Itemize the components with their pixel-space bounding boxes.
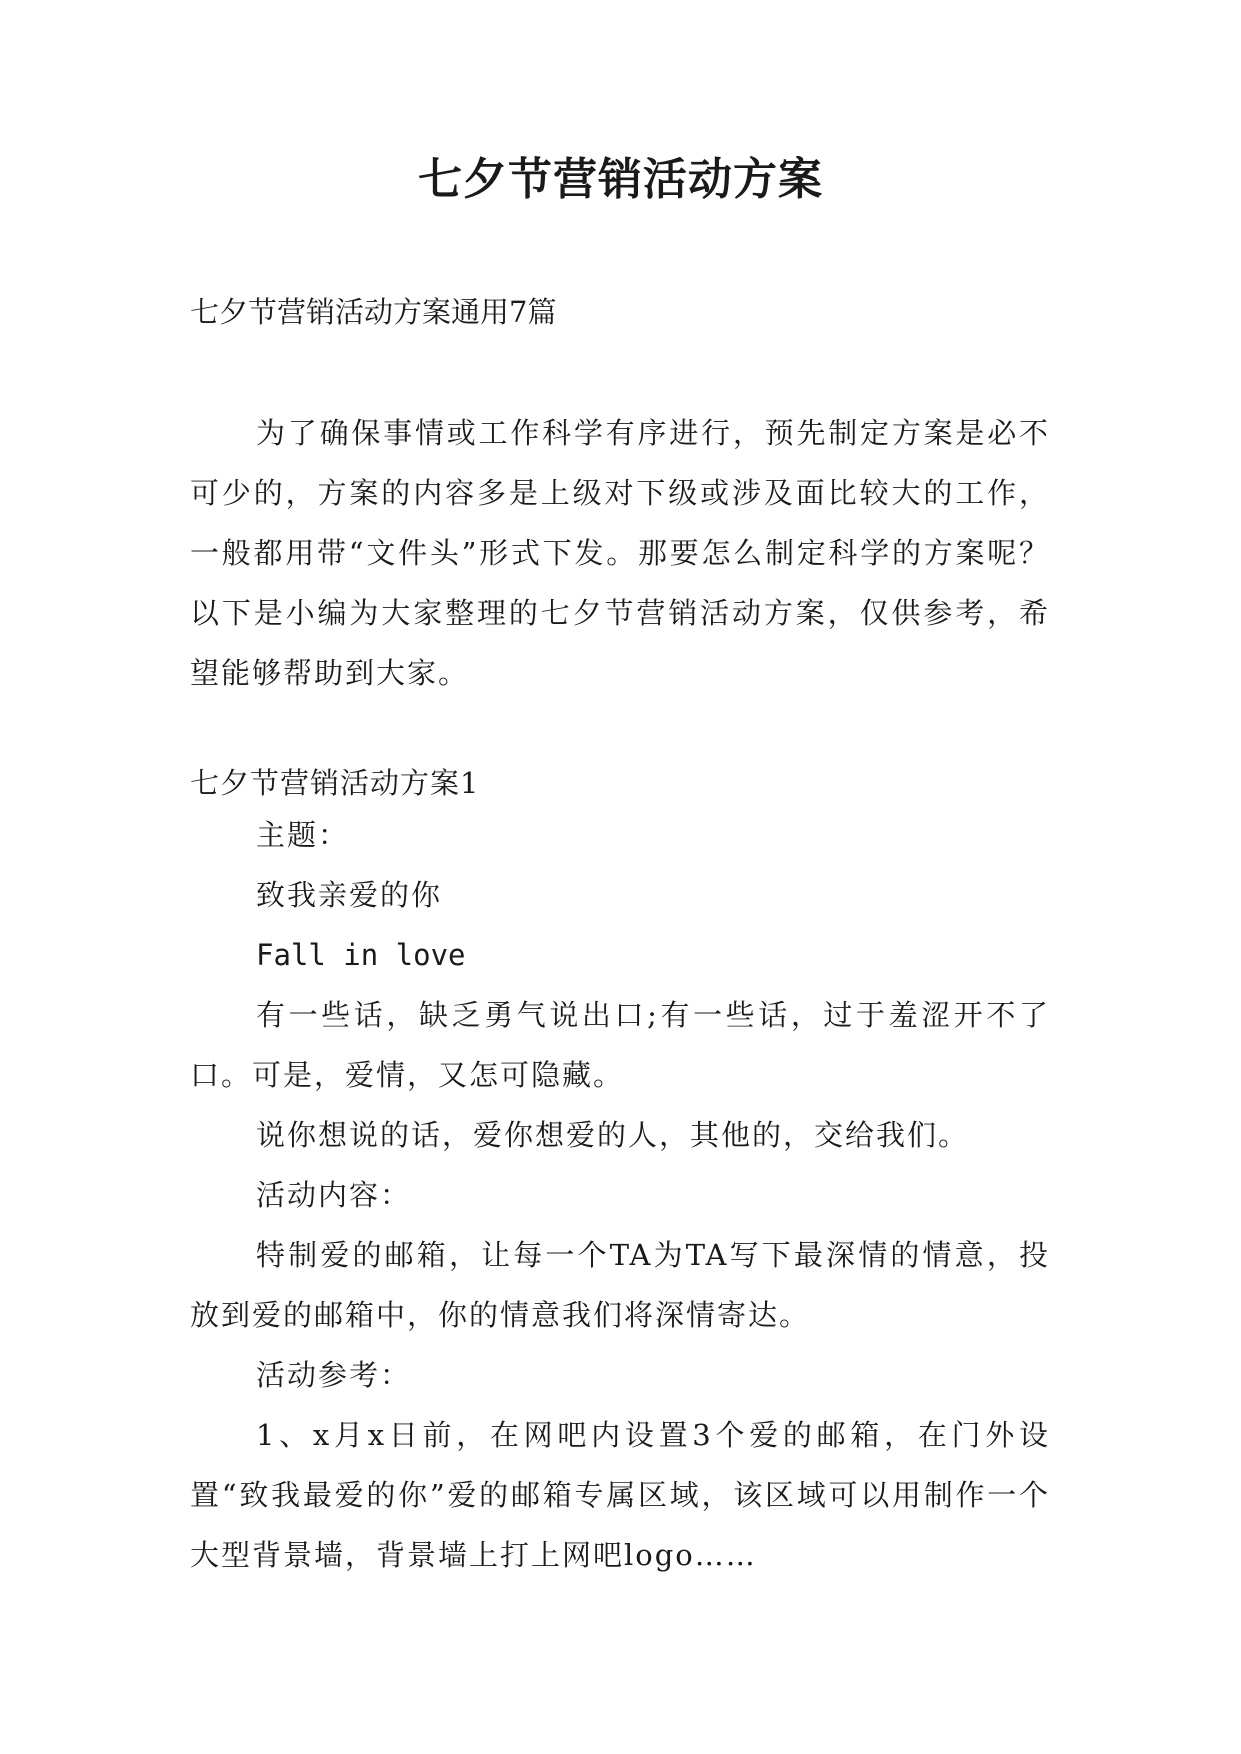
document-subtitle: 七夕节营销活动方案通用7篇 [190, 295, 557, 329]
paragraph-text: 1、x月x日前，在网吧内设置3个爱的邮箱，在门外设置“致我最爱的你”爱的邮箱专属区域，该区域可以用制作一个大型背景墙，背景墙上打上网吧logo…… [190, 1418, 1050, 1572]
paragraph-reference-label: 活动参考： [256, 1358, 412, 1392]
paragraph-text: 说你想说的话，爱你想爱的人，其他的，交给我们。 [256, 1118, 970, 1152]
section-heading: 七夕节营销活动方案1 [190, 766, 480, 800]
paragraph-activity-label: 活动内容： [256, 1178, 412, 1212]
document-title: 七夕节营销活动方案 [418, 154, 823, 205]
intro-block [190, 403, 1050, 703]
paragraph-theme-en: Fall in love [256, 938, 466, 972]
section-content [190, 805, 1050, 1585]
paragraph-theme-label: 主题： [256, 818, 350, 852]
paragraph-text: 有一些话，缺乏勇气说出口;有一些话，过于羞涩开不了口。可是，爱情，又怎可隐藏。 [190, 998, 1050, 1092]
intro-paragraph: 为了确保事情或工作科学有序进行，预先制定方案是必不可少的，方案的内容多是上级对下级或涉及面比较大的工作，一般都用带“文件头”形式下发。那要怎么制定科学的方案呢？以下是小编为大家整理的七夕节营销活动方案，仅供参考，希望能够帮助到大家。 [190, 416, 1050, 690]
paragraph-text: 特制爱的邮箱，让每一个TA为TA写下最深情的情意，投放到爱的邮箱中，你的情意我们将深情寄达。 [190, 1238, 1050, 1332]
paragraph-theme: 致我亲爱的你 [256, 878, 443, 912]
